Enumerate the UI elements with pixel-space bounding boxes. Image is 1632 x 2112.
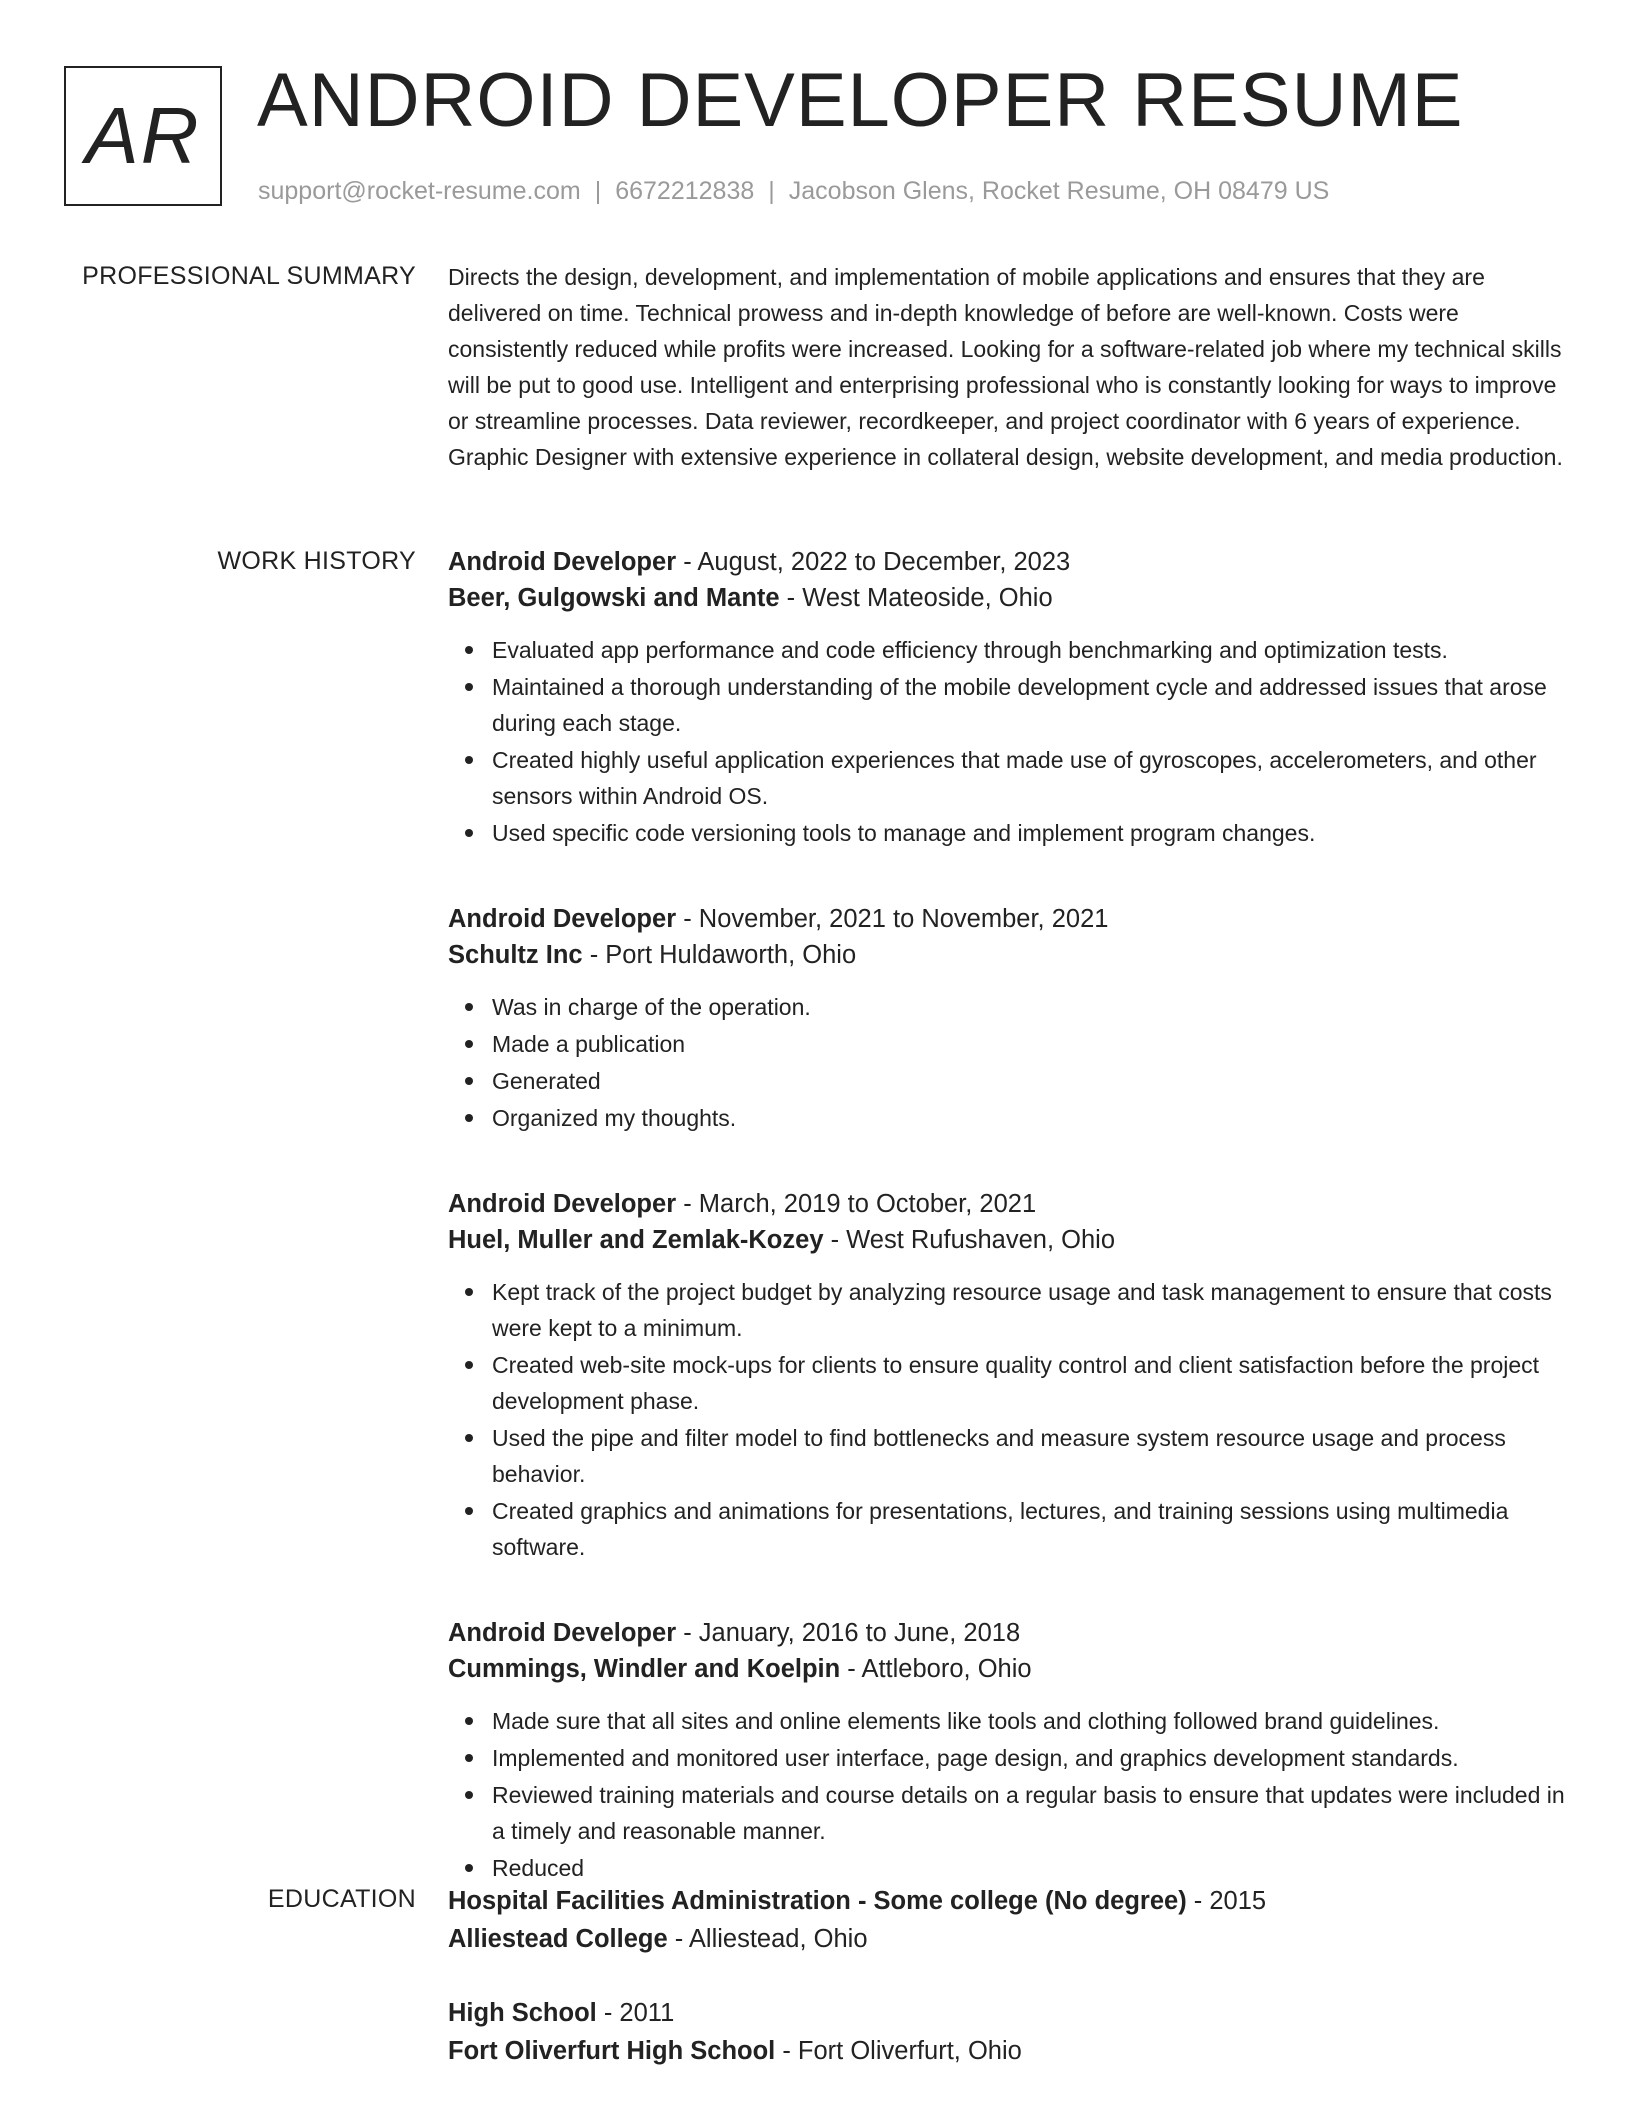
job-bullets — [448, 1703, 1568, 1886]
job-bullets — [448, 1274, 1568, 1565]
education-school: Alliestead College — [448, 1925, 668, 1953]
job-title-line — [448, 1186, 1568, 1222]
job-bullet: Used specific code versioning tools to manage and implement program changes. — [492, 815, 1568, 851]
job-bullet: Organized my thoughts. — [492, 1100, 1568, 1136]
monogram-initials: AR — [85, 91, 201, 180]
job-bullet: Was in charge of the operation. — [492, 989, 1568, 1025]
job-location: - West Mateoside, Ohio — [779, 584, 1053, 612]
job-bullet: Maintained a thorough understanding of the mobile development cycle and addressed issues that arose during each stage. — [492, 669, 1568, 741]
education-entry — [448, 1994, 1568, 2070]
section-label-work-history: WORK HISTORY — [217, 547, 416, 575]
job-company-line — [448, 580, 1568, 616]
job-entry — [448, 901, 1568, 1136]
job-location: - West Rufushaven, Ohio — [823, 1226, 1116, 1254]
education-school-line — [448, 1920, 1568, 1958]
job-bullet: Implemented and monitored user interface, page design, and graphics development standards. — [492, 1740, 1568, 1776]
job-company-line — [448, 1222, 1568, 1258]
job-title-line — [448, 901, 1568, 937]
education-degree: Hospital Facilities Administration - Some college (No degree) — [448, 1887, 1187, 1915]
summary-text: Directs the design, development, and implementation of mobile applications and ensures that they are delivered on time. Technical prowess and in-depth knowledge of before are well-known. Costs were consistently reduced while profits were increased. Looking for a software-related job where my technical skills will be put to good use. Intelligent and enterprising professional who is constantly looking for ways to improve or streamline processes. Data reviewer, recordkeeper, and project coordinator with 6 years of experience. Graphic Designer with extensive experience in collateral design, website development, and media production. — [448, 264, 1563, 470]
job-bullet: Created web-site mock-ups for clients to ensure quality control and client satisfaction before the project development phase. — [492, 1347, 1568, 1419]
section-label-education: EDUCATION — [267, 1885, 416, 1913]
job-bullet: Made sure that all sites and online elements like tools and clothing followed brand guidelines. — [492, 1703, 1568, 1739]
job-title-line — [448, 544, 1568, 580]
contact-address: Jacobson Glens, Rocket Resume, OH 08479 US — [788, 177, 1330, 205]
job-dates: - January, 2016 to June, 2018 — [676, 1619, 1021, 1647]
education-degree: High School — [448, 1999, 597, 2027]
resume-title: ANDROID DEVELOPER RESUME — [257, 58, 1464, 143]
job-bullets — [448, 989, 1568, 1136]
job-bullets — [448, 632, 1568, 851]
job-company: Schultz Inc — [448, 941, 583, 969]
job-bullet: Created highly useful application experiences that made use of gyroscopes, accelerometers, and other sensors within Android OS. — [492, 742, 1568, 814]
job-location: - Port Huldaworth, Ohio — [582, 941, 857, 969]
job-bullet: Created graphics and animations for presentations, lectures, and training sessions using multimedia software. — [492, 1493, 1568, 1565]
job-bullet: Generated — [492, 1063, 1568, 1099]
job-company-line — [448, 937, 1568, 973]
education-school-line — [448, 2032, 1568, 2070]
job-title-line — [448, 1615, 1568, 1651]
education-year: - 2015 — [1186, 1887, 1267, 1915]
job-bullet: Used the pipe and filter model to find bottlenecks and measure system resource usage and process behavior. — [492, 1420, 1568, 1492]
job-company: Huel, Muller and Zemlak-Kozey — [448, 1226, 824, 1254]
job-bullet: Evaluated app performance and code efficiency through benchmarking and optimization tests. — [492, 632, 1568, 668]
job-role: Android Developer — [448, 905, 677, 933]
contact-separator: | — [594, 177, 602, 205]
job-bullet: Kept track of the project budget by analyzing resource usage and task management to ensure that costs were kept to a minimum. — [492, 1274, 1568, 1346]
job-company: Beer, Gulgowski and Mante — [448, 584, 780, 612]
job-bullet: Reviewed training materials and course details on a regular basis to ensure that updates were included in a timely and reasonable manner. — [492, 1777, 1568, 1849]
education-year: - 2011 — [596, 1999, 675, 2027]
job-list — [448, 544, 1568, 1936]
education-list — [448, 1882, 1568, 2106]
job-bullet: Made a publication — [492, 1026, 1568, 1062]
job-entry — [448, 544, 1568, 851]
job-entry — [448, 1186, 1568, 1565]
job-company: Cummings, Windler and Koelpin — [448, 1655, 841, 1683]
job-location: - Attleboro, Ohio — [840, 1655, 1032, 1683]
education-location: - Alliestead, Ohio — [667, 1925, 868, 1953]
education-location: - Fort Oliverfurt, Ohio — [775, 2037, 1022, 2065]
job-dates: - November, 2021 to November, 2021 — [676, 905, 1109, 933]
job-role: Android Developer — [448, 1190, 677, 1218]
education-entry — [448, 1882, 1568, 1958]
education-degree-line — [448, 1994, 1568, 2032]
job-company-line — [448, 1651, 1568, 1687]
job-dates: - March, 2019 to October, 2021 — [676, 1190, 1037, 1218]
contact-email: support@rocket-resume.com — [258, 177, 581, 205]
section-label-summary: PROFESSIONAL SUMMARY — [82, 262, 416, 290]
job-entry — [448, 1615, 1568, 1886]
education-degree-line — [448, 1882, 1568, 1920]
contact-line — [258, 176, 1329, 206]
job-role: Android Developer — [448, 1619, 677, 1647]
contact-phone: 6672212838 — [615, 177, 755, 205]
job-role: Android Developer — [448, 548, 677, 576]
job-bullet: Reduced — [492, 1850, 1568, 1886]
job-dates: - August, 2022 to December, 2023 — [676, 548, 1071, 576]
contact-separator: | — [768, 177, 775, 205]
education-school: Fort Oliverfurt High School — [448, 2037, 776, 2065]
monogram-box — [64, 66, 222, 206]
